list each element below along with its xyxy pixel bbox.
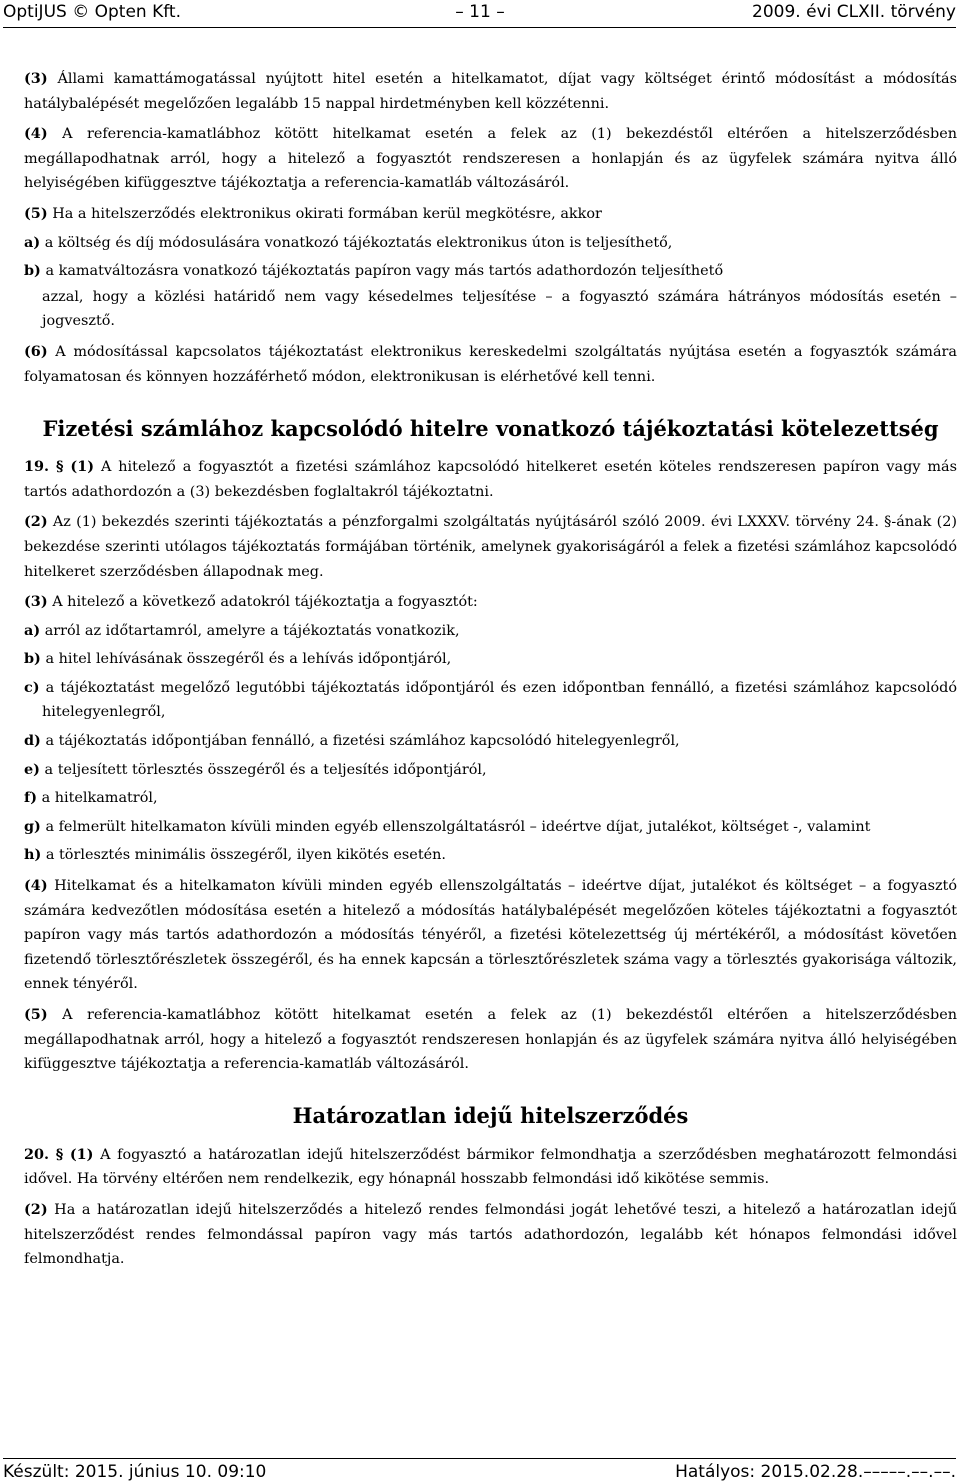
s18-paragraph-5: (5) Ha a hitelszerződés elektronikus okirati formában kerül megkötésre, akkor <box>24 204 602 222</box>
s19-item-a: a) arról az időtartamról, amelyre a tájékoztatás vonatkozik, <box>24 621 460 639</box>
s18-paragraph-4: (4) A referencia-kamatlábhoz kötött hitelkamat esetén a felek az (1) bekezdéstől eltérően a hitelszerződésben megállapodhatnak arról, hogy a hitelező a fogyasztót rendszeresen a honlapján és az ügyfelek számára nyitva álló helyiségében kifüggesztve tájékoztatja a referencia-kamatláb változásáról. <box>24 125 957 192</box>
footer-effective: Hatályos: 2015.02.28.–––––.––.––. <box>675 1462 956 1482</box>
page-header <box>0 1 960 25</box>
s18-paragraph-5-continuation: azzal, hogy a közlési határidő nem vagy késedelmes teljesítése – a fogyasztó számára hátrányos módosítás esetén – jogvesztő. <box>42 288 957 330</box>
section-heading-indefinite-contract: Határozatlan idejű hitelszerződés <box>292 1102 689 1128</box>
s18-paragraph-3: (3) Állami kamattámogatással nyújtott hitel esetén a hitelkamatot, díjat vagy költséget érintő módosítást a módosítás hatálybalépését megelőzően legalább 15 nappal hirdetményben kell közzétenni. <box>24 70 957 112</box>
footer-created: Készült: 2015. június 10. 09:10 <box>3 1462 267 1482</box>
s19-item-b: b) a hitel lehívásának összegéről és a lehívás időpontjáról, <box>24 650 452 668</box>
header-rule <box>3 27 956 28</box>
s19-paragraph-1: 19. § (1) A hitelező a fogyasztót a fizetési számlához kapcsolódó hitelkeret esetén köteles rendszeresen papíron vagy más tartós adathordozón a (3) bekezdésben foglaltakról tájékoztatni. <box>24 458 957 500</box>
s18-item-b: b) a kamatváltozásra vonatkozó tájékoztatás papíron vagy más tartós adathordozón teljesíthető <box>24 262 724 280</box>
header-page-number: – 11 – <box>455 2 505 22</box>
s19-paragraph-5: (5) A referencia-kamatlábhoz kötött hitelkamat esetén a felek az (1) bekezdéstől eltérően a hitelszerződésben megállapodhatnak arról, hogy a hitelező a fogyasztót rendszeresen honlapján és az ügyfelek számára nyitva álló helyiségében kifüggesztve tájékoztatja a referencia-kamatláb változásáról. <box>24 1006 957 1073</box>
s19-item-e: e) a teljesített törlesztés összegéről és a teljesítés időpontjáról, <box>24 760 487 778</box>
s20-paragraph-1: 20. § (1) A fogyasztó a határozatlan idejű hitelszerződést bármikor felmondhatja a szerződésben meghatározott felmondási idővel. Ha törvény eltérően nem rendelkezik, egy hónapnál hosszabb felmondási idő kikötése semmis. <box>24 1145 957 1188</box>
document-body <box>24 67 957 1272</box>
s19-paragraph-2: (2) Az (1) bekezdés szerinti tájékoztatás a pénzforgalmi szolgáltatás nyújtásáról szóló 2009. évi LXXXV. törvény 24. §-ának (2) bekezdése szerinti utólagos tájékoztatás formájában történik, amelynek gyakoriságáról a felek a fizetési számlához kapcsolódó hitelkeret szerződésben állapodnak meg. <box>24 513 957 580</box>
page-footer <box>0 1460 960 1484</box>
header-law-title: 2009. évi CLXII. törvény <box>752 2 956 22</box>
s19-item-g: g) a felmerült hitelkamaton kívüli minden egyéb ellenszolgáltatásról – ideértve díjat, jutalékot, költséget -, valamint <box>24 817 871 835</box>
section-heading-payment-account-credit: Fizetési számlához kapcsolódó hitelre vonatkozó tájékoztatási kötelezettség <box>42 416 939 442</box>
s19-paragraph-3: (3) A hitelező a következő adatokról tájékoztatja a fogyasztót: <box>24 593 478 611</box>
footer-rule <box>3 1458 956 1459</box>
s19-item-f: f) a hitelkamatról, <box>24 789 158 807</box>
s19-paragraph-4: (4) Hitelkamat és a hitelkamaton kívüli minden egyéb ellenszolgáltatás – ideértve díjat, jutalékot és költséget – a fogyasztó számára kedvezőtlen módosítása esetén a hitelező a módosítás hatálybalépését megelőzően köteles tájékoztatni a fogyasztót papíron vagy más tartós adathordozón a módosítás tényéről, a fizetési kötelezettség új mértékéről, a módosítást követően fizetendő törlesztőrészletek összegéről, és ha ennek kapcsán a törlesztőrészletek száma vagy a törlesztés gyakorisága változik, ennek tényéről. <box>24 877 957 993</box>
header-publisher: OptiJUS © Opten Kft. <box>3 2 181 22</box>
s20-paragraph-2: (2) Ha a határozatlan idejű hitelszerződés a hitelező rendes felmondási jogát lehetővé teszi, a hitelező a határozatlan idejű hitelszerződést rendes felmondással papíron vagy más tartós adathordozón, legalább két hónapos felmondási idővel felmondhatja. <box>24 1200 957 1268</box>
s19-item-c: c) a tájékoztatást megelőző legutóbbi tájékoztatás időpontjáról és ezen időpontban fennálló, a fizetési számlához kapcsolódó hitelegyenlegről, <box>24 678 957 721</box>
s19-item-d: d) a tájékoztatás időpontjában fennálló, a fizetési számlához kapcsolódó hitelegyenlegről, <box>24 732 680 750</box>
s18-paragraph-6: (6) A módosítással kapcsolatos tájékoztatást elektronikus kereskedelmi szolgáltatás nyújtása esetén a fogyasztók számára folyamatosan és könnyen hozzáférhető módon, elektronikusan is elérhetővé kell tenni. <box>24 342 957 385</box>
s18-item-a: a) a költség és díj módosulására vonatkozó tájékoztatás elektronikus úton is teljesíthető, <box>24 233 673 251</box>
s19-item-h: h) a törlesztés minimális összegéről, ilyen kikötés esetén. <box>24 846 446 864</box>
